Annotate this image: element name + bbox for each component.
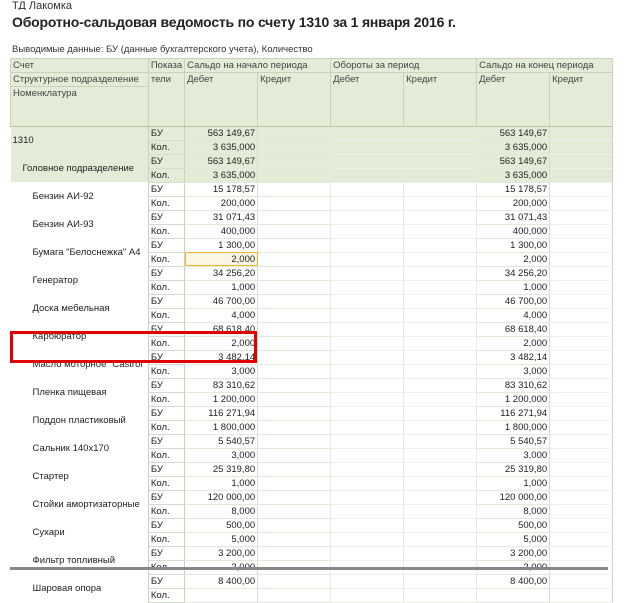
row-name[interactable]: Шаровая опора: [11, 574, 149, 602]
start-credit-cell[interactable]: [258, 210, 331, 224]
row-indicator: БУ: [148, 434, 184, 448]
turn-credit-cell[interactable]: [404, 252, 477, 266]
row-indicator: БУ: [148, 210, 184, 224]
start-credit-cell[interactable]: [258, 364, 331, 378]
start-credit-cell[interactable]: [258, 532, 331, 546]
end-credit-cell[interactable]: [550, 126, 613, 140]
end-credit-cell[interactable]: [550, 294, 613, 308]
start-credit-cell[interactable]: [258, 126, 331, 140]
row-indicator: БУ: [148, 462, 184, 476]
table-row[interactable]: [11, 126, 613, 140]
end-debit-cell[interactable]: 4,000: [477, 308, 550, 322]
end-debit-cell[interactable]: 3,000: [477, 364, 550, 378]
start-credit-cell[interactable]: [258, 462, 331, 476]
end-credit-cell[interactable]: [550, 238, 613, 252]
start-debit-cell[interactable]: 1 800,000: [185, 420, 258, 434]
turn-debit-cell[interactable]: [331, 294, 404, 308]
row-name[interactable]: Бумага "Белоснежка" А4: [11, 238, 149, 266]
end-credit-cell[interactable]: [550, 210, 613, 224]
start-debit-cell[interactable]: 5 540,57: [185, 434, 258, 448]
row-indicator: Кол.: [148, 196, 184, 210]
row-indicator: Кол.: [148, 364, 184, 378]
row-indicator: БУ: [148, 238, 184, 252]
turn-debit-cell[interactable]: [331, 364, 404, 378]
start-debit-cell[interactable]: 3 482,14: [185, 350, 258, 364]
end-debit-cell[interactable]: [477, 588, 550, 602]
start-debit-cell[interactable]: 116 271,94: [185, 406, 258, 420]
turn-credit-cell[interactable]: [404, 238, 477, 252]
report-subtitle: Выводимые данные: БУ (данные бухгалтерского учета), Количество: [12, 44, 313, 55]
end-credit-cell[interactable]: [550, 518, 613, 532]
row-name[interactable]: Фильтр топливный: [11, 546, 149, 574]
header-turn-credit: Кредит: [404, 73, 477, 87]
row-indicator: Кол.: [148, 168, 184, 182]
end-debit-cell[interactable]: 200,000: [477, 196, 550, 210]
start-debit-cell[interactable]: 1 300,00: [185, 238, 258, 252]
header-end-credit: Кредит: [550, 73, 613, 87]
row-indicator: БУ: [148, 546, 184, 560]
start-debit-cell[interactable]: 46 700,00: [185, 294, 258, 308]
turn-debit-cell[interactable]: [331, 266, 404, 280]
turn-debit-cell[interactable]: [331, 490, 404, 504]
end-credit-cell[interactable]: [550, 350, 613, 364]
start-credit-cell[interactable]: [258, 182, 331, 196]
turn-debit-cell[interactable]: [331, 378, 404, 392]
row-indicator: Кол.: [148, 224, 184, 238]
row-indicator: Кол.: [148, 588, 184, 602]
end-credit-cell[interactable]: [550, 406, 613, 420]
turn-debit-cell[interactable]: [331, 322, 404, 336]
turn-credit-cell[interactable]: [404, 490, 477, 504]
end-credit-cell[interactable]: [550, 308, 613, 322]
row-indicator: Кол.: [148, 420, 184, 434]
turn-credit-cell[interactable]: [404, 448, 477, 462]
start-debit-cell[interactable]: 3 635,000: [185, 140, 258, 154]
turn-credit-cell[interactable]: [404, 210, 477, 224]
row-name[interactable]: Поддон пластиковый: [11, 406, 149, 434]
row-indicator: БУ: [148, 406, 184, 420]
end-debit-cell[interactable]: 8 400,00: [477, 574, 550, 588]
end-debit-cell[interactable]: 1,000: [477, 476, 550, 490]
end-debit-cell[interactable]: 68 618,40: [477, 322, 550, 336]
end-credit-cell[interactable]: [550, 504, 613, 518]
row-indicator: Кол.: [148, 140, 184, 154]
end-debit-cell[interactable]: 3 482,14: [477, 350, 550, 364]
header-schet: Счет: [11, 59, 149, 73]
row-name[interactable]: Головное подразделение: [11, 154, 149, 182]
end-credit-cell[interactable]: [550, 434, 613, 448]
start-credit-cell[interactable]: [258, 252, 331, 266]
turn-debit-cell[interactable]: [331, 518, 404, 532]
end-debit-cell[interactable]: 3 635,000: [477, 168, 550, 182]
start-credit-cell[interactable]: [258, 448, 331, 462]
turn-debit-cell[interactable]: [331, 420, 404, 434]
table-row[interactable]: [11, 182, 613, 196]
turn-credit-cell[interactable]: [404, 350, 477, 364]
row-indicator: БУ: [148, 378, 184, 392]
start-credit-cell[interactable]: [258, 140, 331, 154]
turn-credit-cell[interactable]: [404, 588, 477, 602]
start-debit-cell[interactable]: 1 200,000: [185, 392, 258, 406]
turn-debit-cell[interactable]: [331, 252, 404, 266]
start-debit-cell[interactable]: 2,000: [185, 252, 258, 266]
start-debit-cell[interactable]: 34 256,20: [185, 266, 258, 280]
turn-credit-cell[interactable]: [404, 392, 477, 406]
end-credit-cell[interactable]: [550, 140, 613, 154]
end-credit-cell[interactable]: [550, 182, 613, 196]
start-credit-cell[interactable]: [258, 196, 331, 210]
end-debit-cell[interactable]: 563 149,67: [477, 154, 550, 168]
row-indicator: Кол.: [148, 252, 184, 266]
row-name[interactable]: Бензин АИ-92: [11, 182, 149, 210]
turn-debit-cell[interactable]: [331, 168, 404, 182]
table-row[interactable]: [11, 546, 613, 560]
start-credit-cell[interactable]: [258, 406, 331, 420]
start-debit-cell[interactable]: 31 071,43: [185, 210, 258, 224]
turn-debit-cell[interactable]: [331, 238, 404, 252]
start-debit-cell[interactable]: 15 178,57: [185, 182, 258, 196]
start-credit-cell[interactable]: [258, 294, 331, 308]
end-debit-cell[interactable]: 25 319,80: [477, 462, 550, 476]
report-table: [10, 58, 613, 603]
start-credit-cell[interactable]: [258, 588, 331, 602]
end-credit-cell[interactable]: [550, 490, 613, 504]
start-debit-cell[interactable]: 3 200,00: [185, 546, 258, 560]
end-credit-cell[interactable]: [550, 364, 613, 378]
end-credit-cell[interactable]: [550, 154, 613, 168]
header-pokaz: Показа: [148, 59, 184, 73]
row-indicator: БУ: [148, 490, 184, 504]
end-debit-cell[interactable]: 15 178,57: [477, 182, 550, 196]
row-name[interactable]: Масло моторное "Castrol": [11, 350, 149, 378]
end-debit-cell[interactable]: 500,00: [477, 518, 550, 532]
turn-debit-cell[interactable]: [331, 308, 404, 322]
start-debit-cell[interactable]: 200,000: [185, 196, 258, 210]
turn-credit-cell[interactable]: [404, 154, 477, 168]
end-debit-cell[interactable]: 2,000: [477, 252, 550, 266]
table-row[interactable]: [11, 434, 613, 448]
start-debit-cell[interactable]: 4,000: [185, 308, 258, 322]
end-credit-cell[interactable]: [550, 266, 613, 280]
turn-debit-cell[interactable]: [331, 140, 404, 154]
turn-credit-cell[interactable]: [404, 266, 477, 280]
end-credit-cell[interactable]: [550, 532, 613, 546]
turn-debit-cell[interactable]: [331, 476, 404, 490]
turn-credit-cell[interactable]: [404, 280, 477, 294]
end-credit-cell[interactable]: [550, 476, 613, 490]
start-debit-cell[interactable]: 120 000,00: [185, 490, 258, 504]
end-debit-cell[interactable]: 1 300,00: [477, 238, 550, 252]
table-row[interactable]: [11, 322, 613, 336]
turn-debit-cell[interactable]: [331, 350, 404, 364]
start-debit-cell[interactable]: 563 149,67: [185, 126, 258, 140]
end-credit-cell[interactable]: [550, 168, 613, 182]
row-name[interactable]: Сухари: [11, 518, 149, 546]
start-credit-cell[interactable]: [258, 238, 331, 252]
table-row[interactable]: [11, 406, 613, 420]
start-debit-cell[interactable]: 400,000: [185, 224, 258, 238]
turn-credit-cell[interactable]: [404, 476, 477, 490]
row-indicator: БУ: [148, 322, 184, 336]
header-pokaz-2: тели: [148, 73, 184, 87]
start-credit-cell[interactable]: [258, 392, 331, 406]
row-indicator: Кол.: [148, 280, 184, 294]
end-credit-cell[interactable]: [550, 196, 613, 210]
turn-credit-cell[interactable]: [404, 378, 477, 392]
header-start-credit: Кредит: [258, 73, 331, 87]
turn-credit-cell[interactable]: [404, 420, 477, 434]
row-name[interactable]: Генератор: [11, 266, 149, 294]
row-indicator: Кол.: [148, 392, 184, 406]
start-debit-cell[interactable]: 500,00: [185, 518, 258, 532]
start-credit-cell[interactable]: [258, 322, 331, 336]
table-row[interactable]: [11, 350, 613, 364]
end-credit-cell[interactable]: [550, 420, 613, 434]
row-indicator: Кол.: [148, 476, 184, 490]
turn-credit-cell[interactable]: [404, 308, 477, 322]
turn-credit-cell[interactable]: [404, 406, 477, 420]
end-debit-cell[interactable]: 1 800,000: [477, 420, 550, 434]
row-name[interactable]: Доска мебельная: [11, 294, 149, 322]
table-row[interactable]: [11, 490, 613, 504]
row-name[interactable]: Карбюратор: [11, 322, 149, 350]
turn-credit-cell[interactable]: [404, 294, 477, 308]
header-end-debit: Дебет: [477, 73, 550, 87]
header-nomen: Номенклатура: [11, 87, 149, 101]
start-credit-cell[interactable]: [258, 224, 331, 238]
bottom-divider: [10, 567, 608, 570]
start-debit-cell[interactable]: 8 400,00: [185, 574, 258, 588]
start-debit-cell[interactable]: 3,000: [185, 448, 258, 462]
table-row[interactable]: [11, 238, 613, 252]
turn-debit-cell[interactable]: [331, 196, 404, 210]
start-credit-cell[interactable]: [258, 476, 331, 490]
start-debit-cell[interactable]: 8,000: [185, 504, 258, 518]
row-name[interactable]: 1310: [11, 126, 149, 154]
turn-credit-cell[interactable]: [404, 336, 477, 350]
table-row[interactable]: [11, 462, 613, 476]
table-row[interactable]: [11, 294, 613, 308]
turn-debit-cell[interactable]: [331, 546, 404, 560]
end-debit-cell[interactable]: 5 540,57: [477, 434, 550, 448]
start-credit-cell[interactable]: [258, 280, 331, 294]
turn-debit-cell[interactable]: [331, 154, 404, 168]
turn-credit-cell[interactable]: [404, 504, 477, 518]
header-start-debit: Дебет: [185, 73, 258, 87]
start-debit-cell[interactable]: 68 618,40: [185, 322, 258, 336]
start-debit-cell[interactable]: 1,000: [185, 476, 258, 490]
start-debit-cell[interactable]: 25 319,80: [185, 462, 258, 476]
start-credit-cell[interactable]: [258, 518, 331, 532]
start-credit-cell[interactable]: [258, 546, 331, 560]
turn-debit-cell[interactable]: [331, 588, 404, 602]
turn-credit-cell[interactable]: [404, 322, 477, 336]
turn-credit-cell[interactable]: [404, 196, 477, 210]
turn-credit-cell[interactable]: [404, 140, 477, 154]
end-credit-cell[interactable]: [550, 252, 613, 266]
end-debit-cell[interactable]: 5,000: [477, 532, 550, 546]
table-row[interactable]: [11, 518, 613, 532]
turn-debit-cell[interactable]: [331, 448, 404, 462]
end-debit-cell[interactable]: 34 256,20: [477, 266, 550, 280]
row-indicator: БУ: [148, 154, 184, 168]
row-indicator: БУ: [148, 518, 184, 532]
start-credit-cell[interactable]: [258, 420, 331, 434]
end-debit-cell[interactable]: 563 149,67: [477, 126, 550, 140]
row-name[interactable]: Стойки амортизаторные: [11, 490, 149, 518]
turn-debit-cell[interactable]: [331, 182, 404, 196]
end-credit-cell[interactable]: [550, 448, 613, 462]
end-debit-cell[interactable]: 2,000: [477, 336, 550, 350]
header-end-balance: Сальдо на конец периода: [477, 59, 613, 73]
start-debit-cell[interactable]: 563 149,67: [185, 154, 258, 168]
row-indicator: БУ: [148, 182, 184, 196]
end-debit-cell[interactable]: 3 635,000: [477, 140, 550, 154]
end-credit-cell[interactable]: [550, 336, 613, 350]
turn-debit-cell[interactable]: [331, 224, 404, 238]
report-title: Оборотно-сальдовая ведомость по счету 1310 за 1 января 2016 г.: [12, 14, 456, 30]
start-credit-cell[interactable]: [258, 336, 331, 350]
end-credit-cell[interactable]: [550, 224, 613, 238]
row-indicator: БУ: [148, 574, 184, 588]
turn-debit-cell[interactable]: [331, 532, 404, 546]
header-turn-debit: Дебет: [331, 73, 404, 87]
end-credit-cell[interactable]: [550, 588, 613, 602]
turn-credit-cell[interactable]: [404, 182, 477, 196]
turn-debit-cell[interactable]: [331, 210, 404, 224]
end-credit-cell[interactable]: [550, 280, 613, 294]
start-debit-cell[interactable]: 2,000: [185, 336, 258, 350]
row-name[interactable]: Сальник 140х170: [11, 434, 149, 462]
start-debit-cell[interactable]: [185, 588, 258, 602]
turn-credit-cell[interactable]: [404, 126, 477, 140]
start-credit-cell[interactable]: [258, 434, 331, 448]
turn-credit-cell[interactable]: [404, 224, 477, 238]
header-struct: Структурное подразделение: [11, 73, 149, 87]
turn-debit-cell[interactable]: [331, 504, 404, 518]
turn-debit-cell[interactable]: [331, 126, 404, 140]
turn-credit-cell[interactable]: [404, 364, 477, 378]
start-debit-cell[interactable]: 3 635,000: [185, 168, 258, 182]
turn-credit-cell[interactable]: [404, 546, 477, 560]
start-credit-cell[interactable]: [258, 350, 331, 364]
table-body: [11, 126, 613, 602]
row-indicator: БУ: [148, 294, 184, 308]
end-credit-cell[interactable]: [550, 378, 613, 392]
end-credit-cell[interactable]: [550, 546, 613, 560]
turn-debit-cell[interactable]: [331, 392, 404, 406]
table-row[interactable]: [11, 210, 613, 224]
start-credit-cell[interactable]: [258, 378, 331, 392]
header-turnover: Обороты за период: [331, 59, 477, 73]
turn-debit-cell[interactable]: [331, 434, 404, 448]
turn-credit-cell[interactable]: [404, 518, 477, 532]
start-debit-cell[interactable]: 3,000: [185, 364, 258, 378]
start-credit-cell[interactable]: [258, 168, 331, 182]
row-name[interactable]: Бензин АИ-93: [11, 210, 149, 238]
start-debit-cell[interactable]: 83 310,62: [185, 378, 258, 392]
end-credit-cell[interactable]: [550, 322, 613, 336]
turn-credit-cell[interactable]: [404, 462, 477, 476]
end-debit-cell[interactable]: 83 310,62: [477, 378, 550, 392]
row-indicator: БУ: [148, 126, 184, 140]
turn-credit-cell[interactable]: [404, 168, 477, 182]
row-indicator: Кол.: [148, 532, 184, 546]
end-debit-cell[interactable]: 116 271,94: [477, 406, 550, 420]
row-indicator: БУ: [148, 350, 184, 364]
start-credit-cell[interactable]: [258, 154, 331, 168]
end-debit-cell[interactable]: 8,000: [477, 504, 550, 518]
end-debit-cell[interactable]: 400,000: [477, 224, 550, 238]
row-indicator: Кол.: [148, 504, 184, 518]
end-debit-cell[interactable]: 3 200,00: [477, 546, 550, 560]
end-debit-cell[interactable]: 1,000: [477, 280, 550, 294]
start-debit-cell[interactable]: 5,000: [185, 532, 258, 546]
start-debit-cell[interactable]: 1,000: [185, 280, 258, 294]
turn-debit-cell[interactable]: [331, 462, 404, 476]
start-credit-cell[interactable]: [258, 504, 331, 518]
table-row[interactable]: [11, 154, 613, 168]
table-row[interactable]: [11, 378, 613, 392]
row-indicator: Кол.: [148, 448, 184, 462]
turn-credit-cell[interactable]: [404, 532, 477, 546]
end-credit-cell[interactable]: [550, 392, 613, 406]
header-start-balance: Сальдо на начало периода: [185, 59, 331, 73]
turn-debit-cell[interactable]: [331, 406, 404, 420]
turn-credit-cell[interactable]: [404, 434, 477, 448]
end-debit-cell[interactable]: 46 700,00: [477, 294, 550, 308]
end-debit-cell[interactable]: 120 000,00: [477, 490, 550, 504]
turn-debit-cell[interactable]: [331, 280, 404, 294]
table-row[interactable]: [11, 266, 613, 280]
end-debit-cell[interactable]: 3,000: [477, 448, 550, 462]
start-credit-cell[interactable]: [258, 490, 331, 504]
table-header: [11, 59, 613, 127]
turn-debit-cell[interactable]: [331, 336, 404, 350]
row-name[interactable]: Стартер: [11, 462, 149, 490]
company-name: ТД Лакомка: [12, 0, 72, 10]
row-indicator: Кол.: [148, 336, 184, 350]
row-indicator: Кол.: [148, 308, 184, 322]
start-credit-cell[interactable]: [258, 308, 331, 322]
end-debit-cell[interactable]: 31 071,43: [477, 210, 550, 224]
row-indicator: БУ: [148, 266, 184, 280]
start-credit-cell[interactable]: [258, 266, 331, 280]
row-name[interactable]: Пленка пищевая: [11, 378, 149, 406]
end-credit-cell[interactable]: [550, 462, 613, 476]
end-debit-cell[interactable]: 1 200,000: [477, 392, 550, 406]
